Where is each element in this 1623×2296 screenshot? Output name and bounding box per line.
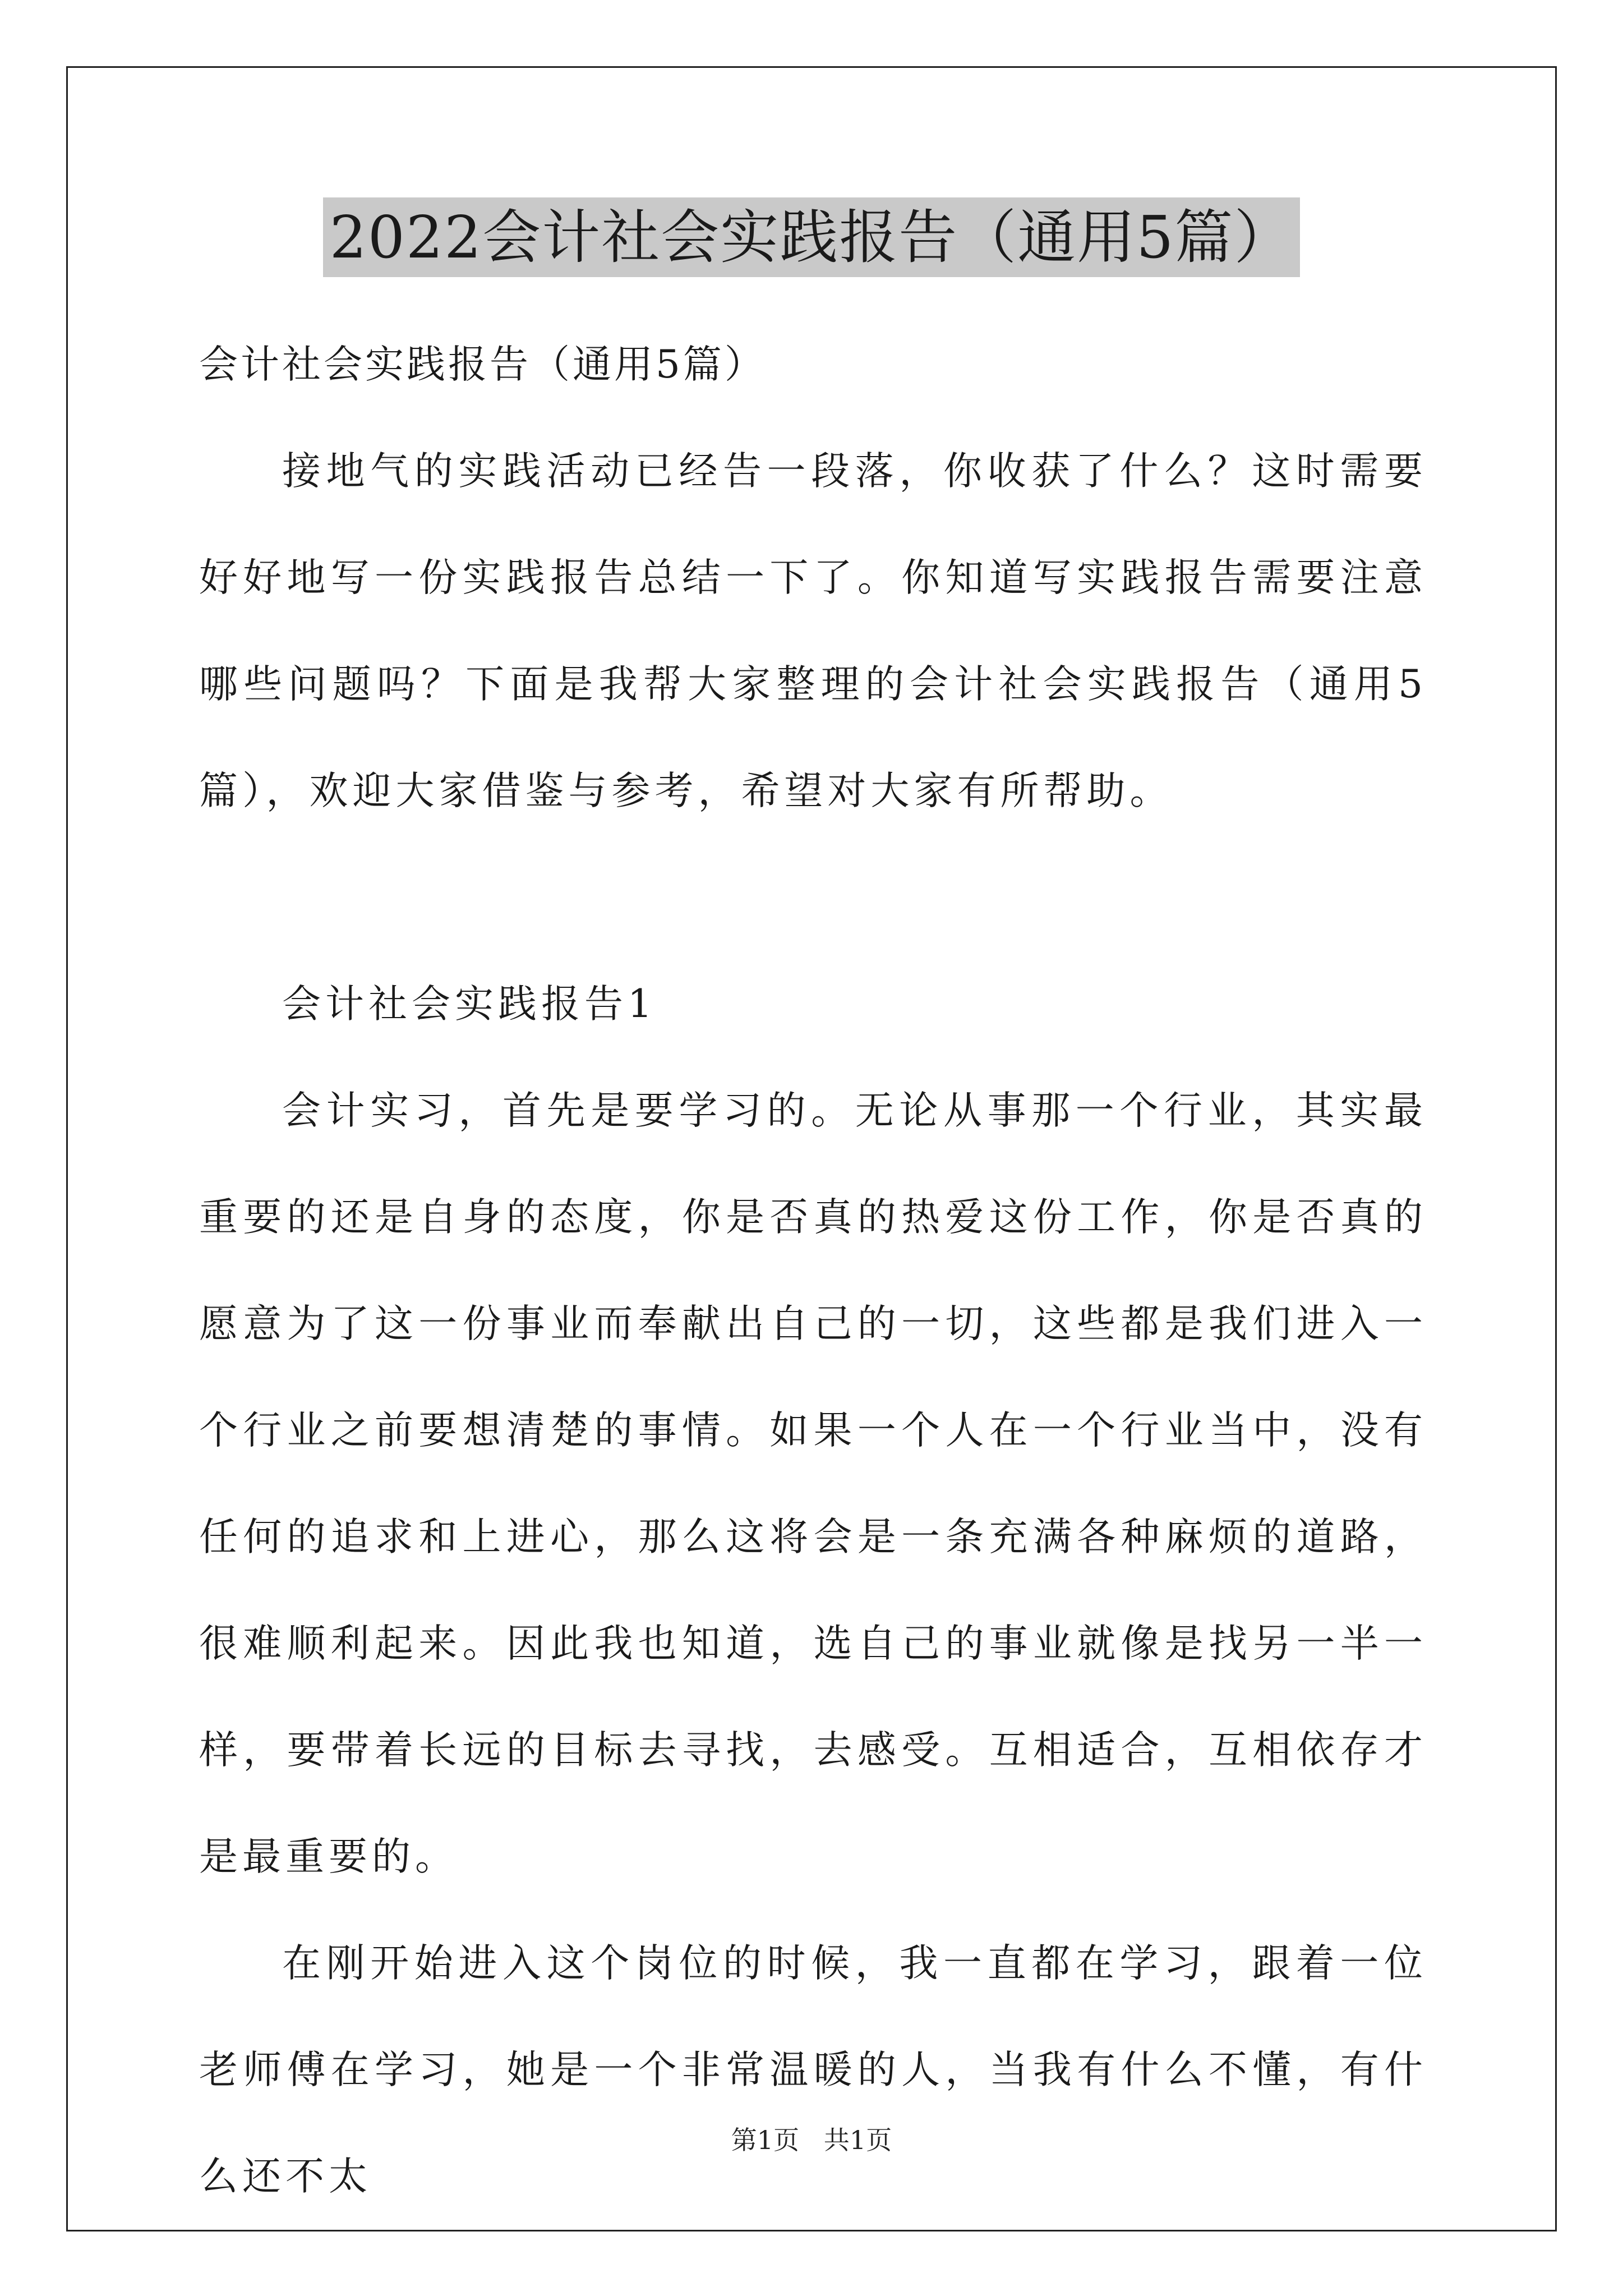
intro-paragraph: 接地气的实践活动已经告一段落，你收获了什么？这时需要好好地写一份实践报告总结一下了。你知道写实践报告需要注意哪些问题吗？下面是我帮大家整理的会计社会实践报告（通用5篇），欢迎大家借鉴与参考，希望对大家有所帮助。 [199, 449, 1427, 813]
section-heading: 会计社会实践报告1 [282, 982, 657, 1027]
body-paragraph-2: 在刚开始进入这个岗位的时候，我一直都在学习，跟着一位老师傅在学习，她是一个非常温暖的人，当我有什么不懂，有什么还不太 [199, 1941, 1427, 2199]
document-title: 2022会计社会实践报告（通用5篇） [323, 197, 1301, 277]
document-body [199, 311, 1427, 2230]
section-spacer [199, 844, 1427, 951]
title-container [0, 197, 1623, 277]
body-paragraph-1: 会计实习，首先是要学习的。无论从事那一个行业，其实最重要的还是自身的态度，你是否真的热爱这份工作，你是否真的愿意为了这一份事业而奉献出自己的一切，这些都是我们进入一个行业之前要想清楚的事情。如果一个人在一个行业当中，没有任何的追求和上进心，那么这将会是一条充满各种麻烦的道路，很难顺利起来。因此我也知道，选自己的事业就像是找另一半一样，要带着长远的目标去寻找，去感受。互相适合，互相依存才是最重要的。 [199, 1088, 1427, 1879]
document-subtitle: 会计社会实践报告（通用5篇） [199, 342, 766, 387]
page-footer: 第1页 共1页 [731, 2125, 892, 2155]
